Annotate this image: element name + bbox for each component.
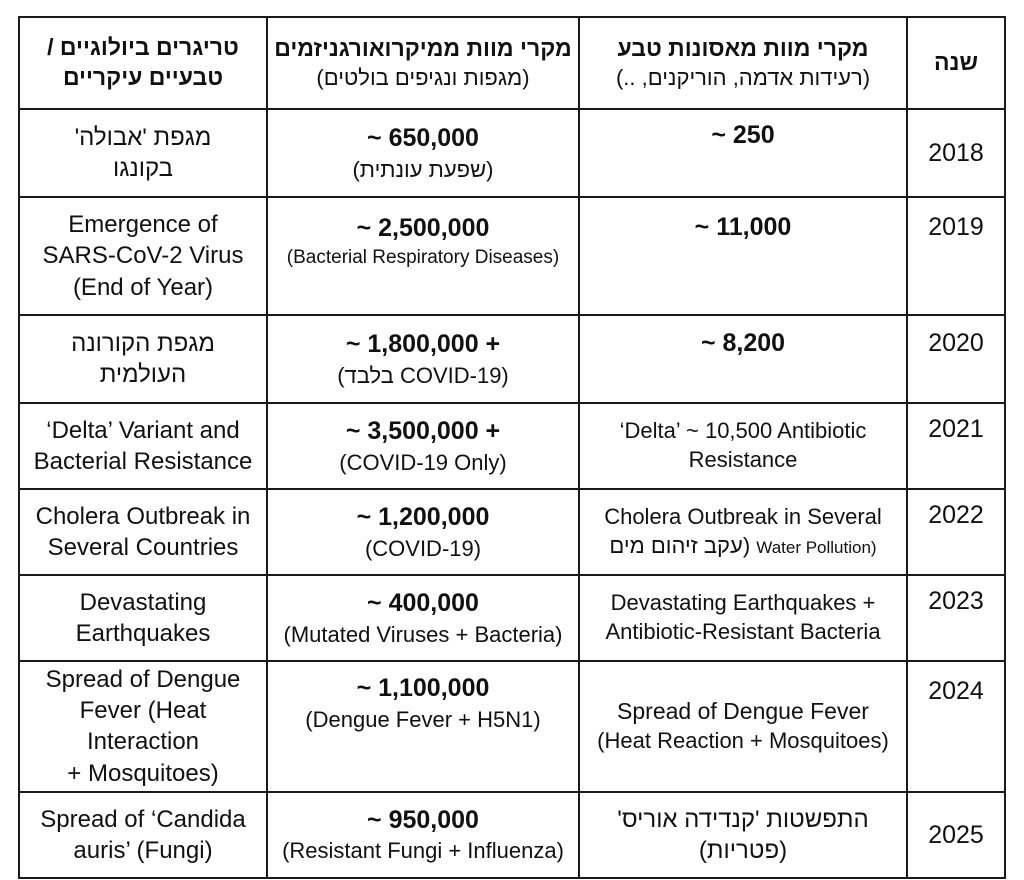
micro-note: (Dengue Fever + H5N1) (305, 706, 541, 732)
micro-value: ~ 400,000 (367, 588, 479, 617)
trigger-cell (19, 403, 267, 489)
micro-cell (267, 575, 579, 661)
natural-cell (579, 792, 907, 878)
year-cell: 2025 (907, 792, 1005, 878)
trigger-cell (19, 575, 267, 661)
trigger-line: Spread of ‘Candida (40, 805, 246, 833)
header-natural (579, 17, 907, 109)
deaths-table-container (18, 16, 1004, 864)
natural-line: (Heat Reaction + Mosquitoes) (597, 728, 889, 754)
natural-cell (579, 315, 907, 403)
header-triggers-line1: טריגרים ביולוגיים / (47, 34, 239, 61)
trigger-line: מגפת 'אבולה' (74, 123, 212, 151)
trigger-cell (19, 109, 267, 197)
natural-line: Cholera Outbreak in Several (604, 504, 882, 530)
trigger-line: Several Countries (47, 534, 239, 561)
micro-note: (COVID-19) (364, 535, 482, 561)
micro-value: ~ 1,800,000 + (345, 329, 501, 358)
table-row (19, 575, 1005, 661)
natural-cell (579, 489, 907, 575)
trigger-line: + Mosquitoes) (67, 759, 219, 787)
natural-cell (579, 109, 907, 197)
natural-line: ‘Delta’ ~ 10,500 Antibiotic (619, 418, 867, 444)
natural-line: (פטריות) (698, 836, 788, 864)
table-row (19, 661, 1005, 792)
trigger-line: ‘Delta’ Variant and (46, 416, 240, 444)
header-natural-line2: (רעידות אדמה, הוריקנים, ..) (615, 64, 871, 90)
natural-cell (579, 197, 907, 315)
natural-cell (579, 661, 907, 792)
trigger-line: (End of Year) (72, 273, 214, 301)
trigger-line: Spread of Dengue (45, 666, 241, 693)
natural-line: Devastating Earthquakes + (610, 590, 876, 616)
header-row (19, 17, 1005, 109)
header-triggers (19, 17, 267, 109)
natural-cell (579, 403, 907, 489)
trigger-line: Emergence of (68, 211, 218, 239)
natural-value: ~ 250 (711, 121, 775, 149)
deaths-table (18, 16, 1006, 879)
natural-line: התפשטות 'קנדידה אוריס' (617, 805, 869, 833)
trigger-line: Devastating (79, 588, 207, 616)
trigger-line: Fever (Heat Interaction (79, 697, 207, 756)
micro-value: ~ 3,500,000 + (345, 416, 501, 445)
micro-note: (Resistant Fungi + Influenza) (282, 838, 564, 864)
micro-value: ~ 2,500,000 (356, 214, 490, 242)
micro-cell (267, 403, 579, 489)
natural-line-en: Water Pollution) (756, 538, 877, 557)
table-row (19, 403, 1005, 489)
trigger-line: בקונגו (113, 155, 173, 182)
micro-value: ~ 950,000 (367, 805, 479, 834)
table-row (19, 489, 1005, 575)
trigger-line: Earthquakes (75, 620, 211, 647)
micro-value: ~ 650,000 (367, 123, 479, 152)
year-cell: 2021 (907, 403, 1005, 489)
micro-note: (Mutated Viruses + Bacteria) (283, 621, 563, 647)
natural-line: Spread of Dengue Fever (617, 698, 869, 725)
micro-cell (267, 489, 579, 575)
trigger-cell (19, 489, 267, 575)
header-triggers-line2: טבעיים עיקריים (62, 64, 224, 90)
year-cell: 2018 (907, 109, 1005, 197)
header-micro-line1: מקרי מוות ממיקרואורגניזמים (274, 34, 572, 61)
year-cell: 2023 (907, 575, 1005, 661)
natural-line: Antibiotic-Resistant Bacteria (605, 619, 881, 644)
header-micro-line2: (מגפות ונגיפים בולטים) (316, 64, 530, 90)
trigger-line: Bacterial Resistance (33, 448, 253, 475)
year-cell: 2019 (907, 197, 1005, 315)
table-row (19, 315, 1005, 403)
trigger-line: SARS-CoV-2 Virus (42, 242, 244, 270)
trigger-cell (19, 661, 267, 792)
trigger-line: auris’ (Fungi) (73, 836, 213, 864)
natural-line-he: (עקב זיהום מים (609, 533, 751, 558)
year-cell: 2020 (907, 315, 1005, 403)
natural-line: Resistance (688, 447, 798, 472)
micro-value: ~ 1,100,000 (356, 674, 490, 702)
trigger-line: העולמית (99, 361, 187, 388)
micro-note: (Bacterial Respiratory Diseases) (286, 246, 560, 268)
table-row (19, 197, 1005, 315)
table-row (19, 792, 1005, 878)
trigger-cell (19, 792, 267, 878)
micro-note: (שפעת עונתית) (352, 156, 494, 182)
year-cell: 2022 (907, 489, 1005, 575)
trigger-cell (19, 197, 267, 315)
trigger-cell (19, 315, 267, 403)
trigger-line: מגפת הקורונה (71, 329, 215, 357)
trigger-line: Cholera Outbreak in (35, 502, 251, 530)
table-row (19, 109, 1005, 197)
natural-value: ~ 11,000 (694, 213, 792, 241)
year-cell: 2024 (907, 661, 1005, 792)
natural-value: ~ 8,200 (700, 329, 786, 357)
micro-note: (בלבד COVID-19) (337, 362, 509, 388)
natural-line-mixed (586, 532, 900, 561)
micro-cell (267, 197, 579, 315)
micro-cell (267, 792, 579, 878)
micro-value: ~ 1,200,000 (356, 502, 490, 531)
header-year-label: שנה (934, 49, 978, 76)
natural-cell (579, 575, 907, 661)
micro-note: (COVID-19 Only) (339, 449, 507, 475)
micro-cell (267, 109, 579, 197)
micro-cell (267, 315, 579, 403)
header-micro (267, 17, 579, 109)
header-natural-line1: מקרי מוות מאסונות טבע (617, 34, 869, 61)
header-year (907, 17, 1005, 109)
micro-cell (267, 661, 579, 792)
